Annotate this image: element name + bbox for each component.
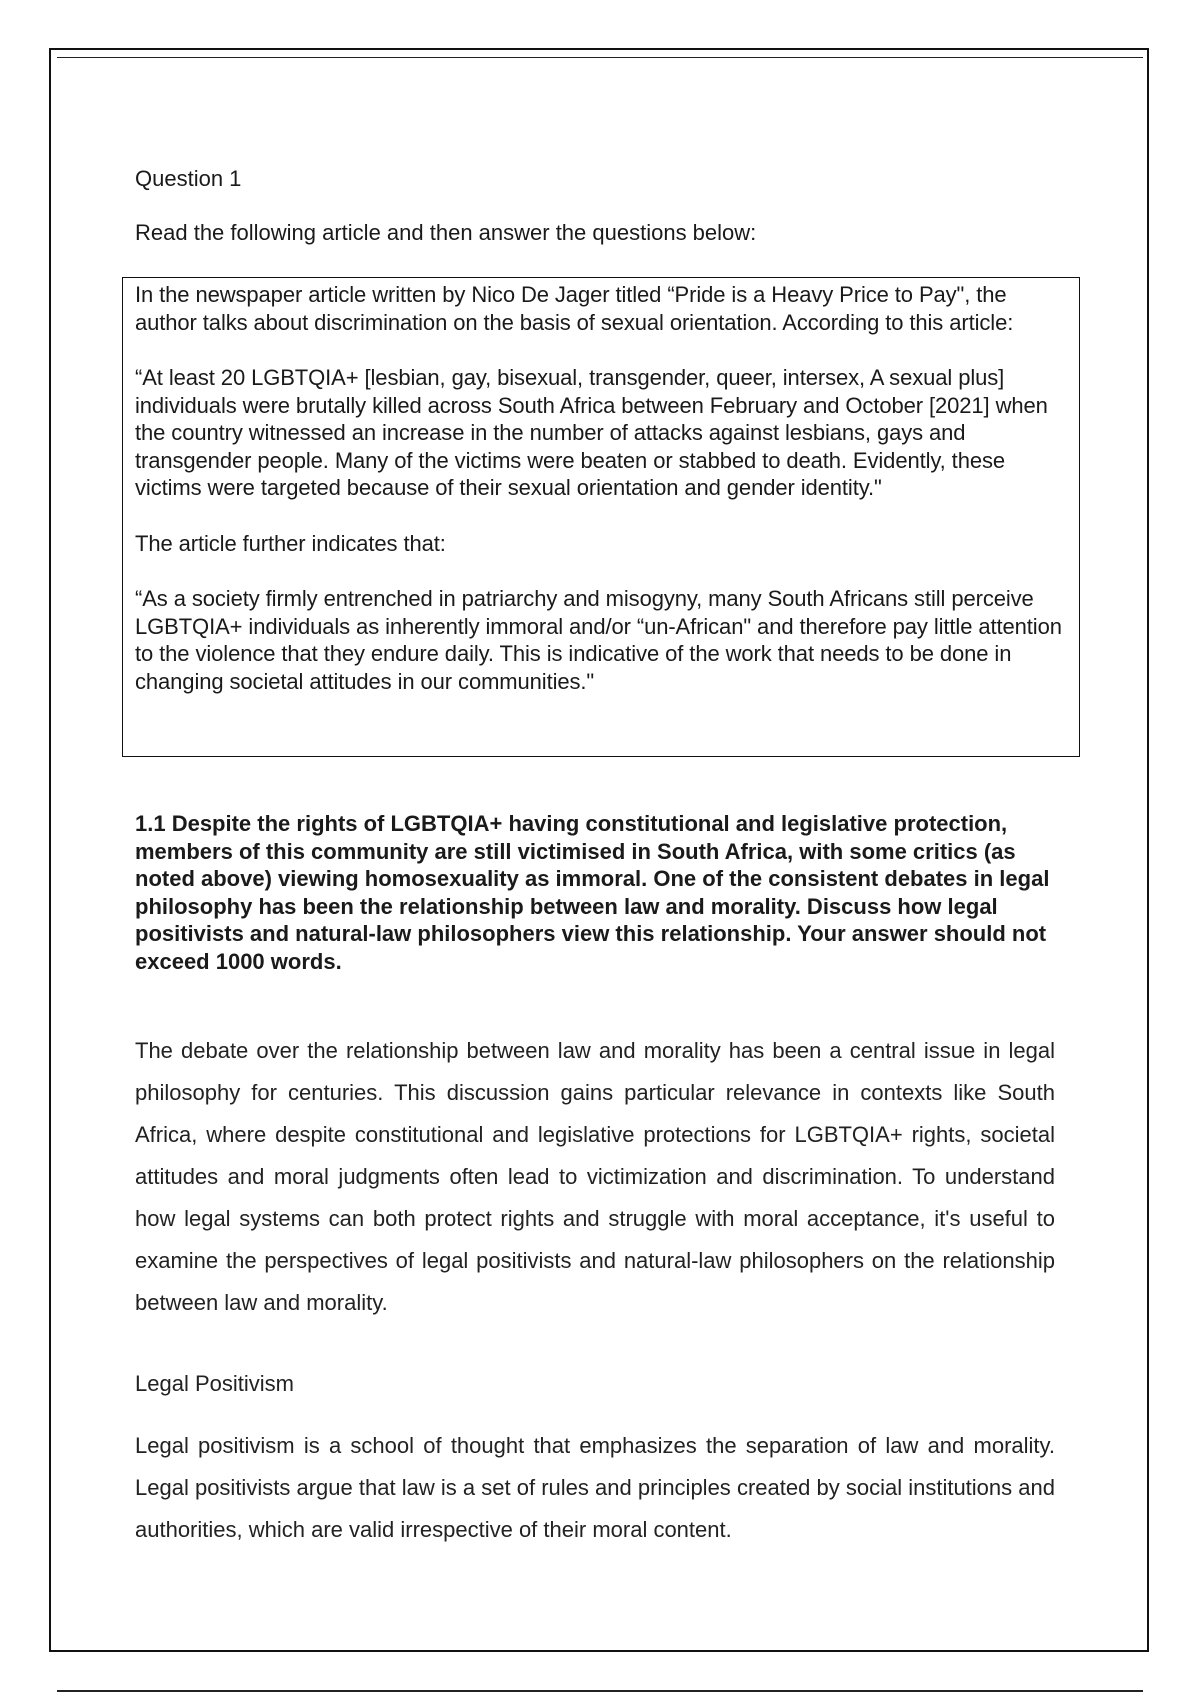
article-quote-2: “As a society firmly entrenched in patriarchy and misogyny, many South Africans still perceive LGBTQIA+ individuals as inherently immoral and/or “un-African" and therefore pay little attention to the violence that they endure daily. This is indicative of the work that needs to be done in changing societal attitudes in our communities." bbox=[135, 586, 1062, 694]
top-rule bbox=[57, 57, 1143, 58]
article-box bbox=[122, 277, 1080, 757]
article-further: The article further indicates that: bbox=[135, 530, 446, 556]
section-body-legal-positivism: Legal positivism is a school of thought that emphasizes the separation of law and morality. Legal positivists argue that law is a set of rules and principles created by social institutions and authorities, which are valid irrespective of their moral content. bbox=[135, 1433, 1055, 1542]
sub-question-1-1: 1.1 Despite the rights of LGBTQIA+ having constitutional and legislative protection, members of this community are still victimised in South Africa, with some critics (as noted above) viewing homosexuality as immoral. One of the consistent debates in legal philosophy has been the relationship between law and morality. Discuss how legal positivists and natural-law philosophers view this relationship. Your answer should not exceed 1000 words. bbox=[135, 811, 1050, 974]
article-quote-1: “At least 20 LGBTQIA+ [lesbian, gay, bisexual, transgender, queer, intersex, A sexual plus] individuals were brutally killed across South Africa between February and October [2021] when the country witnessed an increase in the number of attacks against lesbians, gays and transgender people. Many of the victims were beaten or stabbed to death. Evidently, these victims were targeted because of their sexual orientation and gender identity." bbox=[135, 365, 1048, 500]
section-heading-legal-positivism: Legal Positivism bbox=[135, 1371, 294, 1396]
bottom-rule bbox=[57, 1690, 1143, 1692]
question-title: Question 1 bbox=[135, 166, 242, 191]
question-instruction: Read the following article and then answer the questions below: bbox=[135, 220, 757, 245]
answer-intro-paragraph: The debate over the relationship between law and morality has been a central issue in legal philosophy for centuries. This discussion gains particular relevance in contexts like South Africa, where despite constitutional and legislative protections for LGBTQIA+ rights, societal attitudes and moral judgments often lead to victimization and discrimination. To understand how legal systems can both protect rights and struggle with moral acceptance, it's useful to examine the perspectives of legal positivists and natural-law philosophers on the relationship between law and morality. bbox=[135, 1038, 1055, 1315]
question-header bbox=[135, 165, 1065, 247]
article-intro: In the newspaper article written by Nico De Jager titled “Pride is a Heavy Price to Pay", the author talks about discrimination on the basis of sexual orientation. According to this article: bbox=[135, 282, 1014, 335]
